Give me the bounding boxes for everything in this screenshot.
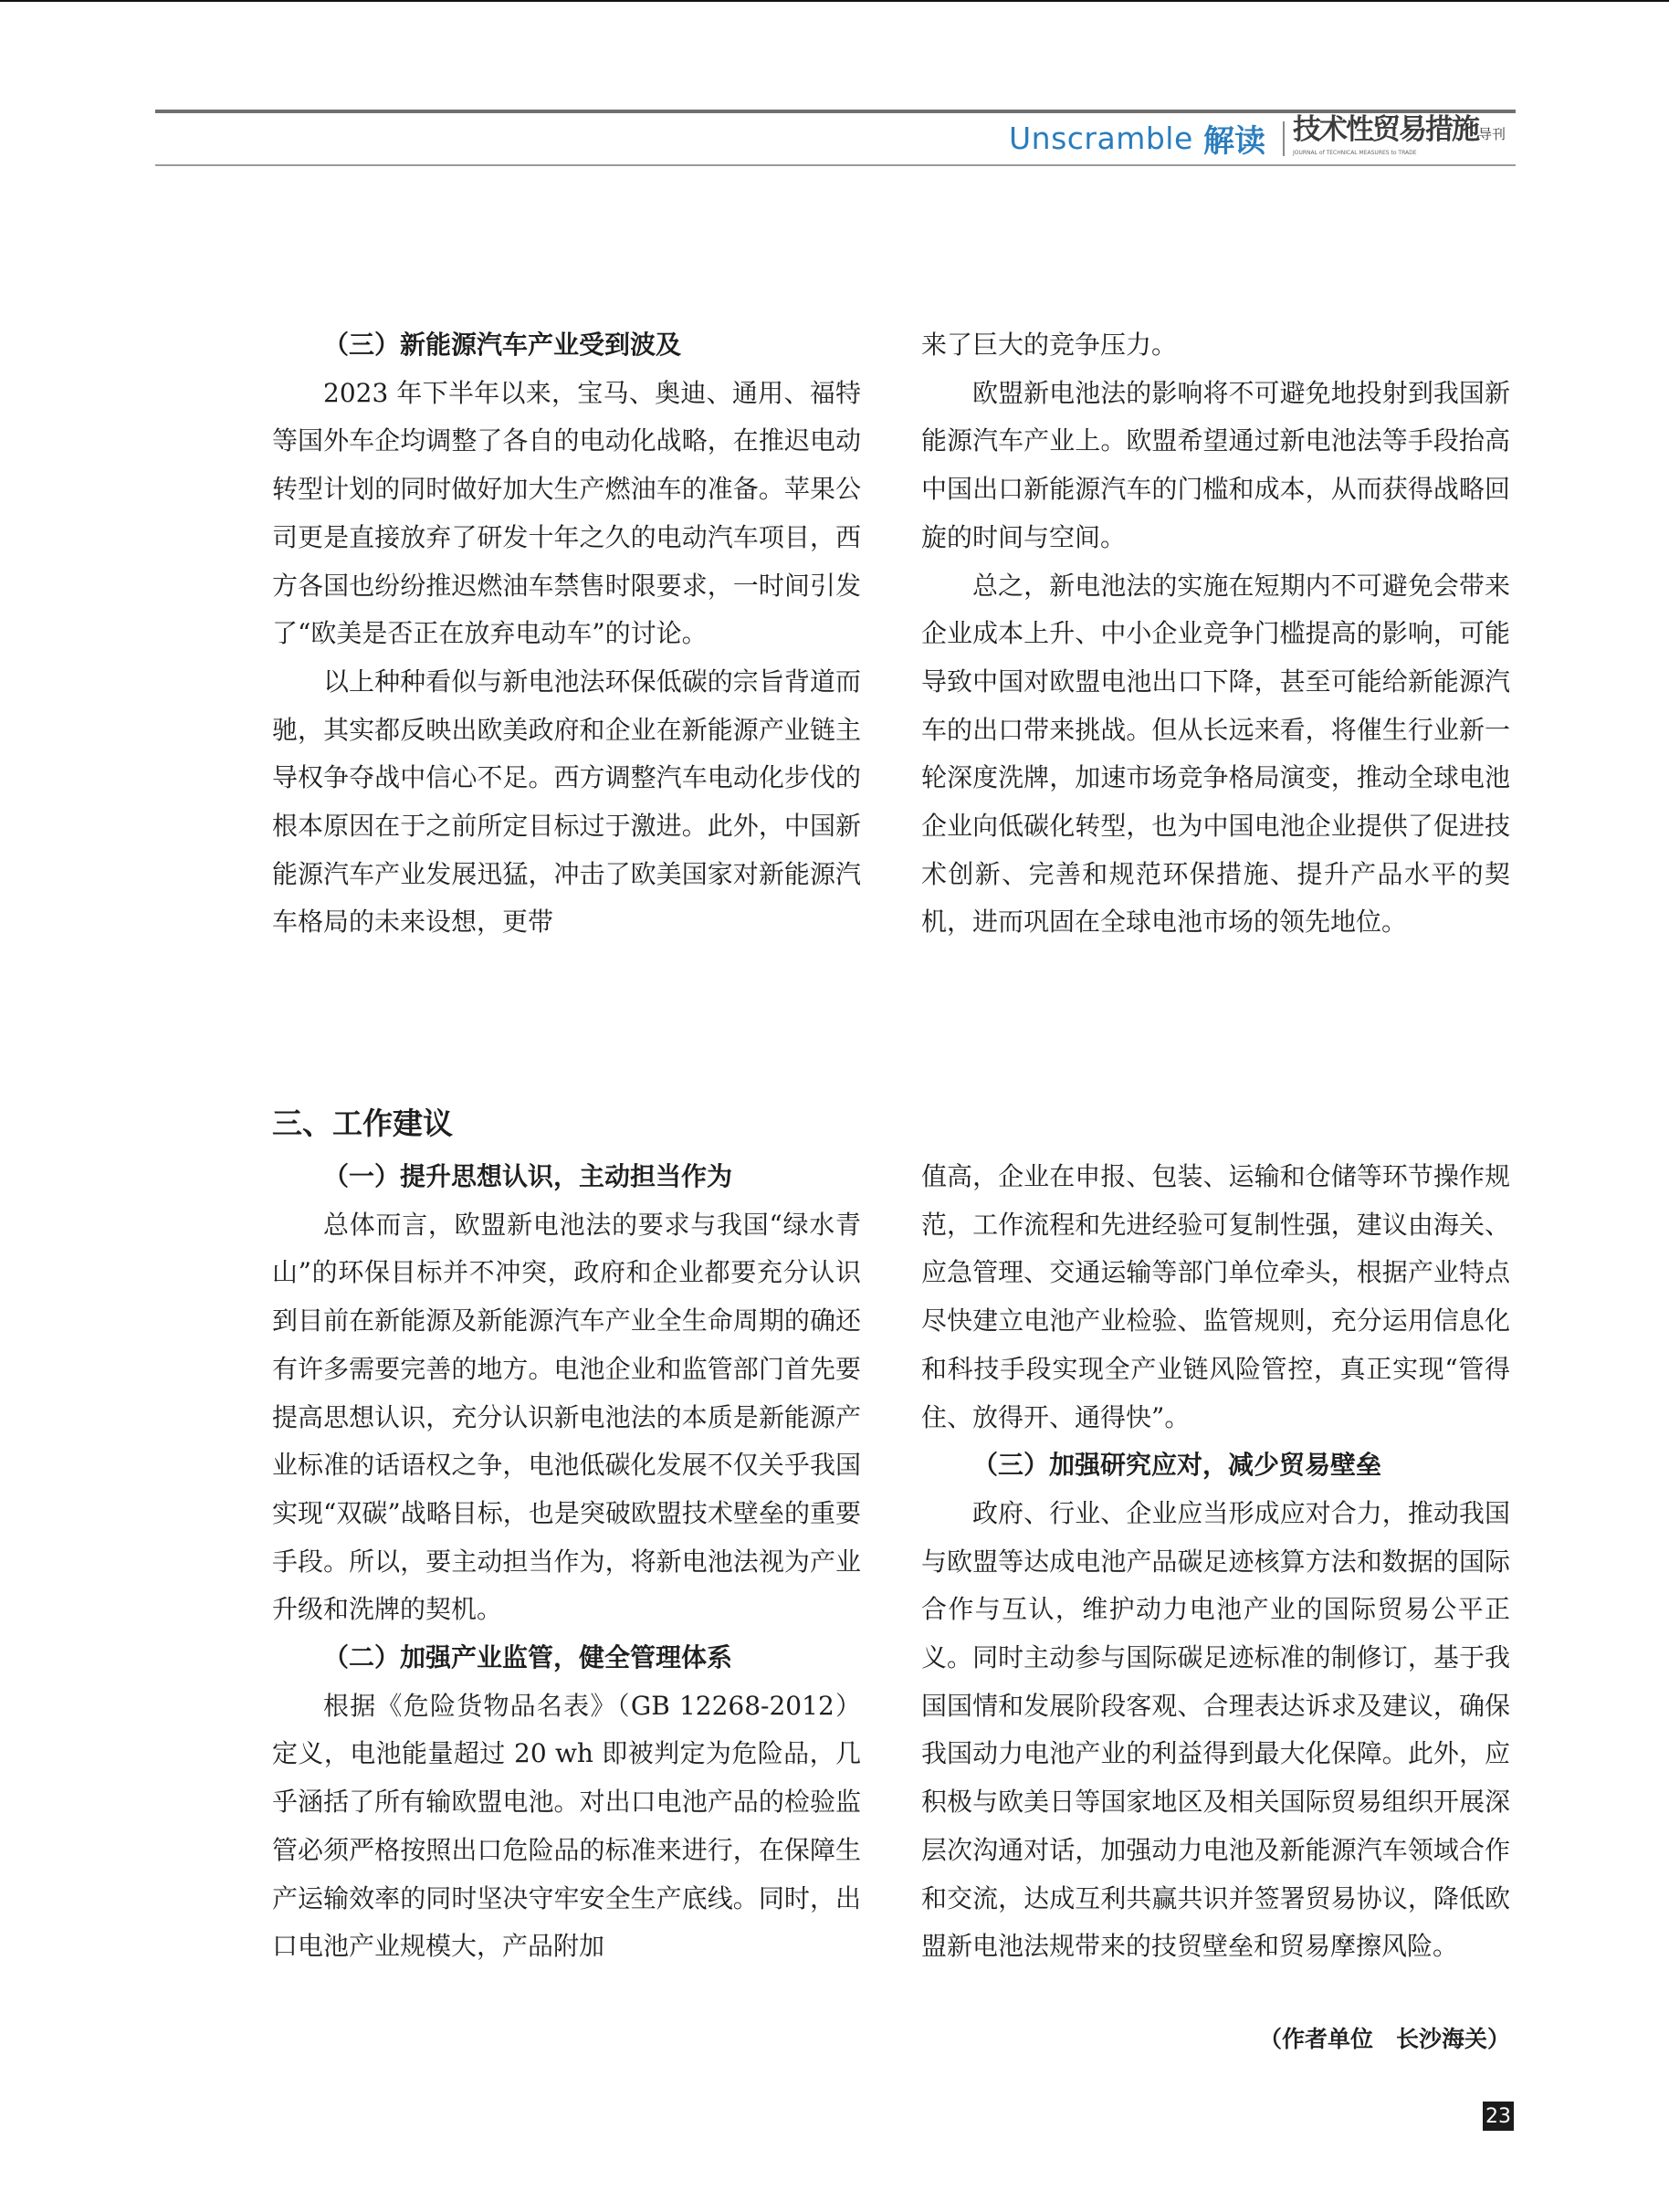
bottom-right-column	[921, 1153, 1510, 1971]
paragraph: 根据《危险货物品名表》（GB 12268-2012）定义，电池能量超过 20 wh 即被判定为危险品，几乎涵括了所有输欧盟电池。对出口电池产品的检验监管必须严格按照出口危险品的标准来进行，在保障生产运输效率的同时坚决守牢安全生产底线。同时，出口电池产业规模大，产品附加	[272, 1690, 861, 1962]
paragraph-continuation: 来了巨大的竞争压力。	[921, 330, 1178, 360]
paragraph: 以上种种看似与新电池法环保低碳的宗旨背道而驰，其实都反映出欧美政府和企业在新能源产业链主导权争夺战中信心不足。西方调整汽车电动化步伐的根本原因在于之前所定目标过于激进。此外，中国新能源汽车产业发展迅猛，冲击了欧美国家对新能源汽车格局的未来设想，更带	[272, 666, 861, 938]
top-border-line	[0, 0, 1669, 2]
paragraph-continuation: 值高，企业在申报、包装、运输和仓储等环节操作规范，工作流程和先进经验可复制性强，建议由海关、应急管理、交通运输等部门单位牵头，根据产业特点尽快建立电池产业检验、监管规则，充分运用信息化和科技手段实现全产业链风险管控，真正实现“管得住、放得开、通得快”。	[921, 1161, 1510, 1432]
subheading-new-energy-vehicles: （三）新能源汽车产业受到波及	[323, 330, 682, 360]
subheading-supervision: （二）加强产业监管，健全管理体系	[323, 1642, 733, 1673]
subheading-awareness: （一）提升思想认识，主动担当作为	[323, 1161, 733, 1191]
journal-suffix: 导刊	[1478, 125, 1506, 142]
top-left-column	[272, 321, 861, 947]
paragraph: 总之，新电池法的实施在短期内不可避免会带来企业成本上升、中小企业竞争门槛提高的影响，可能导致中国对欧盟电池出口下降，甚至可能给新能源汽车的出口带来挑战。但从长远来看，将催生行业新一轮深度洗牌，加速市场竞争格局演变，推动全球电池企业向低碳化转型，也为中国电池企业提供了促进技术创新、完善和规范环保措施、提升产品水平的契机，进而巩固在全球电池市场的领先地位。	[921, 570, 1510, 938]
journal-logo	[1293, 113, 1506, 157]
bottom-left-column	[272, 1153, 861, 1971]
journal-english-name: JOURNAL of TECHNICAL MEASURES to TRADE	[1293, 149, 1417, 156]
header-section-en: Unscramble	[1009, 120, 1193, 156]
paragraph: 总体而言，欧盟新电池法的要求与我国“绿水青山”的环保目标并不冲突，政府和企业都要充分认识到目前在新能源及新能源汽车产业全生命周期的确还有许多需要完善的地方。电池企业和监管部门首先要提高思想认识，充分认识新电池法的本质是新能源产业标准的话语权之争，电池低碳化发展不仅关乎我国实现“双碳”战略目标，也是突破欧盟技术壁垒的重要手段。所以，要主动担当作为，将新电池法视为产业升级和洗牌的契机。	[272, 1209, 861, 1625]
header-section-cn: 解读	[1203, 122, 1265, 160]
paragraph: 政府、行业、企业应当形成应对合力，推动我国与欧盟等达成电池产品碳足迹核算方法和数据的国际合作与互认，维护动力电池产业的国际贸易公平正义。同时主动参与国际碳足迹标准的制修订，基于我国国情和发展阶段客观、合理表达诉求及建议，确保我国动力电池产业的利益得到最大化保障。此外，应积极与欧美日等国家地区及相关国际贸易组织开展深层次沟通对话，加强动力电池及新能源汽车领域合作和交流，达成互利共赢共识并签署贸易协议，降低欧盟新电池法规带来的技贸壁垒和贸易摩擦风险。	[921, 1497, 1510, 1962]
top-right-column	[921, 321, 1510, 947]
header-rule-bottom	[155, 164, 1516, 166]
page-number: 23	[1483, 2102, 1514, 2131]
author-affiliation: （作者单位 长沙海关）	[1258, 2026, 1510, 2052]
section-title: 三、工作建议	[272, 1106, 453, 1141]
paragraph: 2023 年下半年以来，宝马、奥迪、通用、福特等国外车企均调整了各自的电动化战略，在推迟电动转型计划的同时做好加大生产燃油车的准备。苹果公司更是直接放弃了研发十年之久的电动汽车项目，西方各国也纷纷推迟燃油车禁售时限要求，一时间引发了“欧美是否正在放弃电动车”的讨论。	[272, 377, 861, 649]
paragraph: 欧盟新电池法的影响将不可避免地投射到我国新能源汽车产业上。欧盟希望通过新电池法等手段抬高中国出口新能源汽车的门槛和成本，从而获得战略回旋的时间与空间。	[921, 377, 1510, 552]
journal-name: 技术性贸易措施	[1293, 112, 1478, 146]
subheading-trade-barriers: （三）加强研究应对，减少贸易壁垒	[972, 1450, 1382, 1481]
header-separator	[1283, 121, 1285, 156]
